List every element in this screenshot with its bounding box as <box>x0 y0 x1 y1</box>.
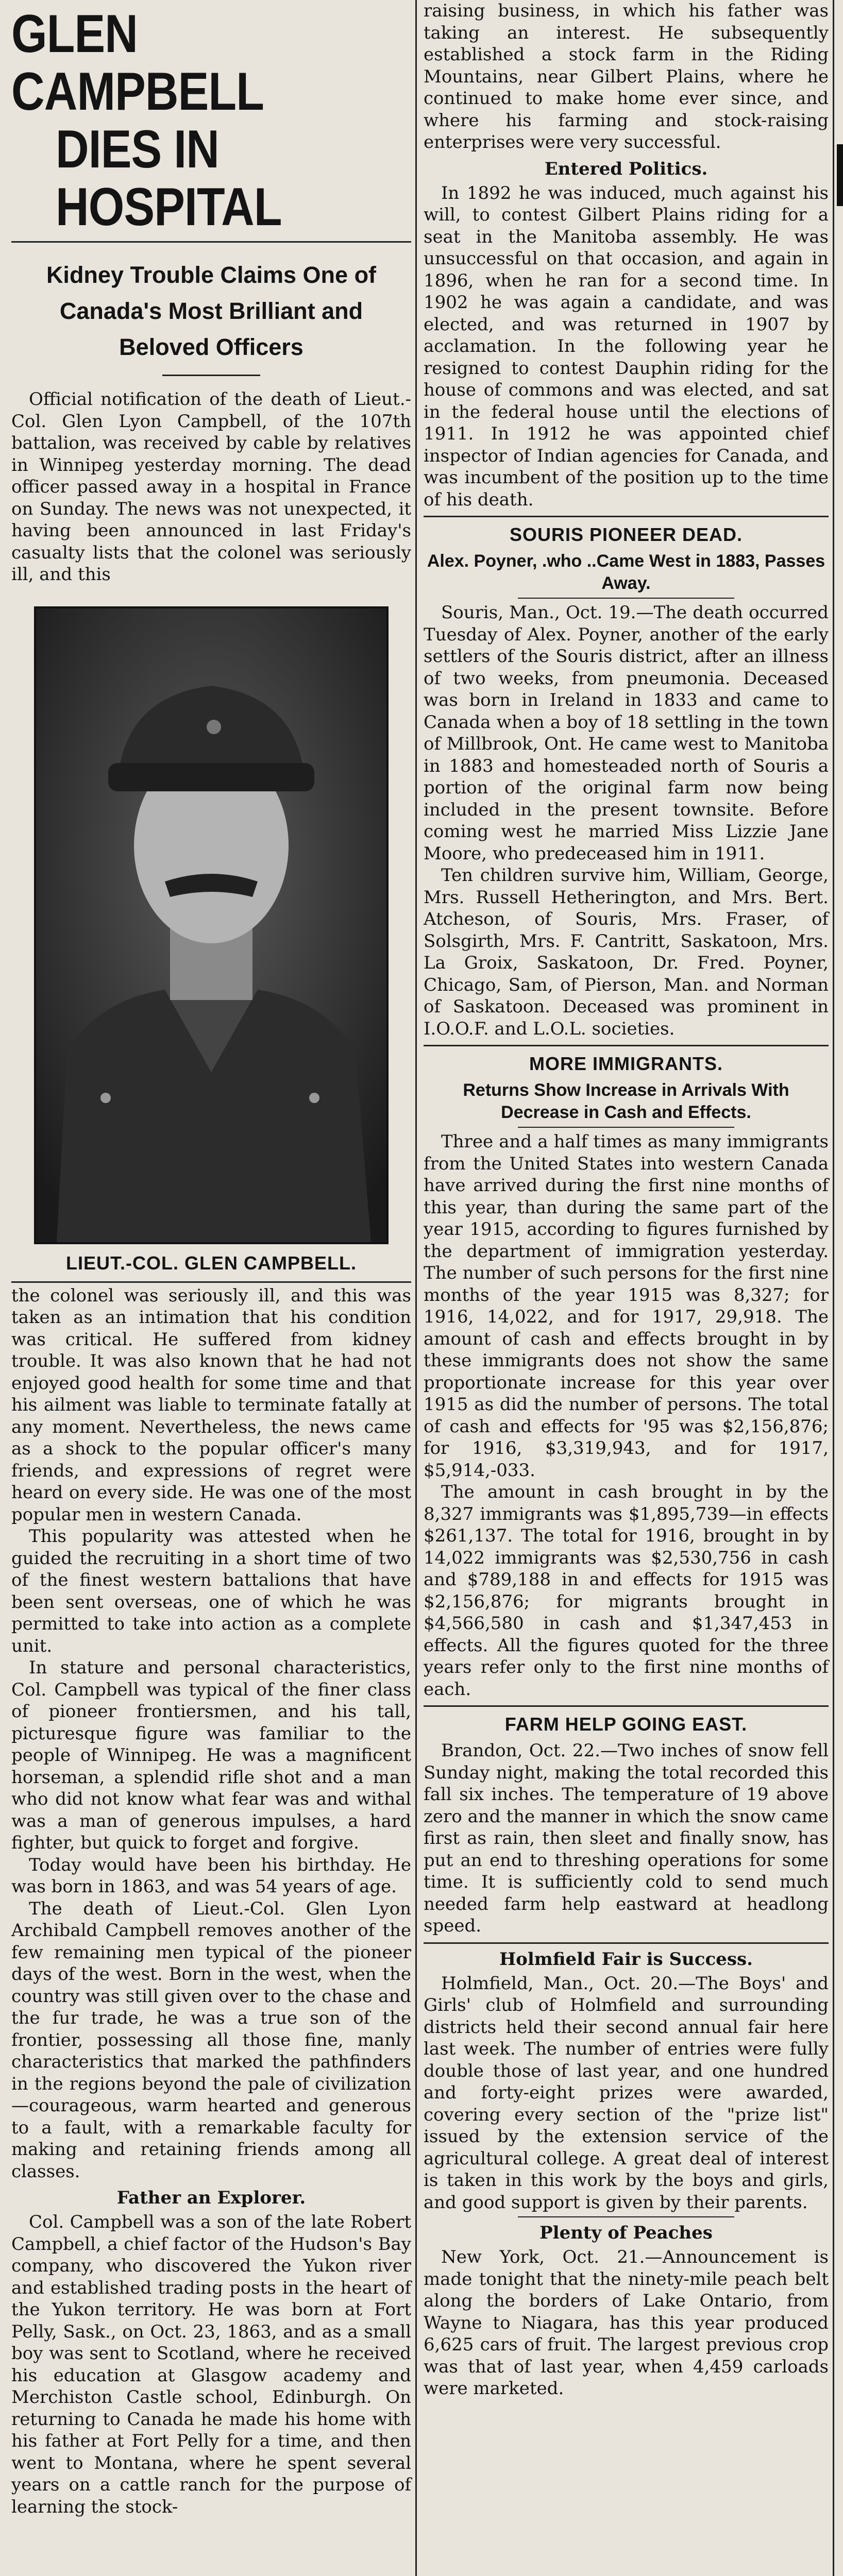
immigrants-paragraph-2: The amount in cash brought in by the 8,327 immigrants was $1,895,739—in effects $261,137. The total for 1916, brought in by 14,022 immigrants was $2,530,756 in cash and $789,188 in and effects for 1915 was $2,156,876; for migrants brought in $4,566,580 in cash and $1,347,453 in effects. All the figures quoted for the three years refer only to the first nine months of each. <box>424 1482 829 1700</box>
story-divider-6 <box>518 2216 734 2217</box>
subhead-politics: Entered Politics. <box>544 158 708 179</box>
holmfield-headline: Holmfield Fair is Success. <box>499 1948 753 1970</box>
portrait-photo <box>34 606 389 1244</box>
immigrants-headline: MORE IMMIGRANTS. <box>529 1053 723 1074</box>
peaches-headline: Plenty of Peaches <box>539 2223 713 2243</box>
portrait-image <box>36 608 386 1242</box>
politics-paragraph: In 1892 he was induced, much against his will, to contest Gilbert Plains riding for a seat in the Manitoba assembly. He was unsuccessful on that occasion, and again in 1896, when he ran for a second time. In 1902 he was again a candidate, and was elected, and was returned in 1907 by acclamation. In the following year he resigned to contest Dauphin riding for the house of commons and was elected, and sat in the federal house until the elections of 1911. In 1912 he was appointed chief inspector of Indian agencies for Canada, and was incumbent of the position up to the time of his death. <box>424 182 829 510</box>
lead-paragraph: Official notification of the death of Lieut.-Col. Glen Lyon Campbell, of the 107th battalion, was received by cable by relatives in Winnipeg yesterday morning. The dead officer passed away in a hospital in France on Sunday. The news was not unexpected, it having been announced in last Friday's casualty lists that the colonel was seriously ill, and this <box>11 389 411 585</box>
holmfield-paragraph: Holmfield, Man., Oct. 20.—The Boys' and Girls' club of Holmfield and surrounding districts held their second annual fair here last week. The number of entries were fully double those of last year, and one hundred and forty-eight prizes were awarded, covering every section of the "prize list" issued by the extension service of the agricultural college. A great deal of interest is taken in this work by the boys and girls, and good support is given by their parents. <box>424 1973 829 2213</box>
story-divider-5 <box>424 1942 829 1944</box>
immigrants-rule <box>518 1127 734 1128</box>
body-paragraph-3: In stature and personal characteristics, Col. Campbell was typical of the finer class of pioneer frontiersmen, and his tall, picturesque figure was familiar to the people of Winnipeg. He was a magnificent horseman, a splendid rifle shot and a man who did not know what fear was and withal was a man of generous impulses, a hard fighter, but quick to forget and forgive. <box>11 1657 411 1853</box>
immigrants-paragraph-1: Three and a half times as many immigrants from the United States into western Canada have arrived during the first nine months of this year, than during the same part of the year 1915, according to figures furnished by the department of immigration yesterday. The number of such persons for the first nine months of the year 1915 was 8,327; for 1916, 14,022, and for 1917, 29,918. The amount of cash and effects brought in by these immigrants does not show the same proportionate increase for this year over 1915 as did the number of persons. The total of cash and effects for '95 was $2,156,876; for 1916, $3,319,943, and for 1917, $5,914,-033. <box>424 1131 829 1481</box>
subhead-father: Father an Explorer. <box>116 2188 306 2208</box>
souris-paragraph-1: Souris, Man., Oct. 19.—The death occurred Tuesday of Alex. Poyner, another of the early settlers of the Souris district, after an illness of two weeks, from pneumonia. Deceased was born in Ireland in 1833 and came to Canada when a boy of 18 settling in the town of Millbrook, Ont. He came west to Manitoba in 1883 and homesteaded north of Souris a portion of the original farm now being included in the present townsite. Before coming west he married Miss Lizzie Jane Moore, who predeceased him in 1911. <box>424 602 829 864</box>
right-column <box>418 0 833 2400</box>
story-divider-3 <box>424 1045 829 1046</box>
left-column <box>0 0 416 2518</box>
headline-line-2: DIES IN HOSPITAL <box>56 120 282 237</box>
body-paragraph-2: This popularity was attested when he guided the recruiting in a short time of two of the finest western battalions that have been sent overseas, one of which he was permitted to take into action as a complete unit. <box>11 1526 411 1656</box>
peaches-paragraph: New York, Oct. 21.—Announcement is made tonight that the ninety-mile peach belt along the borders of Lake Ontario, from Wayne to Niagara, has this year produced 6,625 cars of fruit. The largest previous crop was that of last year, when 4,459 carloads were marketed. <box>424 2247 829 2399</box>
photo-caption: LIEUT.-COL. GLEN CAMPBELL. <box>66 1252 357 1274</box>
souris-deck: Alex. Poyner, .who ..Came West in 1883, Passes Away. <box>427 551 825 593</box>
farm-help-paragraph: Brandon, Oct. 22.—Two inches of snow fell Sunday night, making the total recorded this fall six inches. The temperature of 19 above zero and the manner in which the snow came first as rain, then sleet and finally snow, has put an end to threshing operations for some time. It is sufficiently cold to send much needed farm help eastward at headlong speed. <box>424 1740 829 1936</box>
body-paragraph-5: The death of Lieut.-Col. Glen Lyon Archibald Campbell removes another of the few remaining men typical of the pioneer days of the west. Born in the west, when the country was still given over to the chase and the fur trade, he was a true son of the frontier, possessing all those fine, manly characteristics that marked the pathfinders in the regions beyond the pale of civilization—courageous, warm hearted and generous to a fault, with a remarkable faculty for making and retaining friends among all classes. <box>11 1898 411 2182</box>
immigrants-deck: Returns Show Increase in Arrivals With Decrease in Cash and Effects. <box>463 1080 789 1122</box>
right-column-divider <box>833 0 834 2576</box>
deck-rule <box>162 375 260 376</box>
story-divider-4 <box>424 1705 829 1707</box>
column-divider <box>415 0 417 2576</box>
story-deck: Kidney Trouble Claims One of Canada's Most Brilliant and Beloved Officers <box>46 262 377 360</box>
story-divider-2 <box>424 516 829 517</box>
headline-line-1: GLEN CAMPBELL <box>11 4 264 122</box>
body-paragraph-4: Today would have been his birthday. He was born in 1863, and was 54 years of age. <box>11 1854 411 1897</box>
adjacent-column-fragment <box>837 144 843 206</box>
souris-rule <box>518 598 734 599</box>
body-paragraph-6: Col. Campbell was a son of the late Robert Campbell, a chief factor of the Hudson's Bay company, who discovered the Yukon river and established trading posts in the heart of the Yukon territory. He was born at Fort Pelly, Sask., on Oct. 23, 1863, and as a small boy was sent to Scotland, where he received his education at Glasgow academy and Merchiston Castle school, Edinburgh. On returning to Canada he made his home with his father at Fort Pelly for a time, and then went to Montana, where he spent several years on a cattle ranch for the purpose of learning the stock- <box>11 2212 411 2517</box>
farm-help-headline: FARM HELP GOING EAST. <box>504 1714 748 1735</box>
souris-paragraph-2: Ten children survive him, William, George, Mrs. Russell Hetherington, and Mrs. Bert. Atcheson, of Souris, Mrs. Fraser, of Solsgirth, Mrs. F. Cantritt, Saskatoon, Mrs. La Groix, Saskatoon, Dr. Fred. Poyner, Chicago, Sam, of Pierson, Man. and Norman of Saskatoon. Deceased was prominent in I.O.O.F. and L.O.L. societies. <box>424 865 829 1039</box>
souris-headline: SOURIS PIONEER DEAD. <box>509 524 743 545</box>
continued-paragraph: raising business, in which his father was taking an interest. He subsequently established a stock farm in the Riding Mountains, near Gilbert Plains, where he continued to make home ever since, and where his farming and stock-raising enterprises were very successful. <box>424 1 829 152</box>
caption-rule <box>11 1281 411 1283</box>
body-paragraph-1: the colonel was seriously ill, and this was taken as an intimation that his condition was critical. He suffered from kidney trouble. It was also known that he had not enjoyed good health for some time and that his ailment was liable to terminate fatally at any moment. Nevertheless, the news came as a shock to the popular officer's many friends, and expressions of regret were heard on every side. He was one of the most popular men in western Canada. <box>11 1285 411 1525</box>
headline-rule <box>11 241 411 243</box>
